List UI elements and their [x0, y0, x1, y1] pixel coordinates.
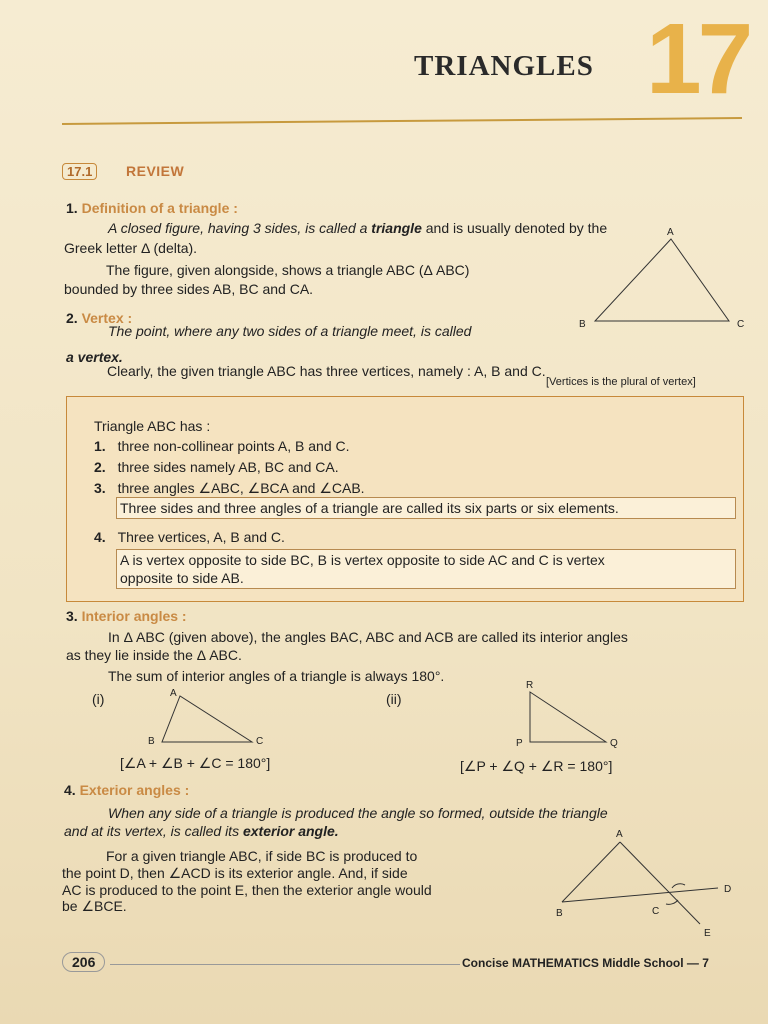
vertex-line-2: a vertex. [66, 349, 123, 365]
label-b: B [148, 736, 155, 747]
book-grade: — 7 [686, 956, 709, 970]
opposite-line-1: A is vertex opposite to side BC, B is vertex opposite to side AC and C is vertex [120, 552, 605, 568]
vertex-line-3: Clearly, the given triangle ABC has three vertices, namely : A, B and C. [107, 363, 546, 379]
item-text: three sides namely AB, BC and CA. [117, 459, 339, 475]
exterior-line-6: be ∠BCE. [62, 898, 127, 914]
label-c: C [256, 736, 264, 747]
opposite-vertex-note [116, 549, 736, 589]
definition-text: A closed figure, having 3 sides, is called a [108, 220, 368, 236]
interior-line-2: as they lie inside the Δ ABC. [66, 647, 242, 663]
opposite-line-2: opposite to side AB. [120, 570, 244, 586]
vertex-line-1: The point, where any two sides of a triangle meet, is called [108, 323, 472, 339]
item-number: 2. [94, 459, 106, 475]
triangle-abc-figure [575, 225, 755, 335]
box-item-2 [94, 458, 339, 476]
heading-text: Definition of a triangle : [81, 200, 238, 216]
item-number: 1. [66, 200, 78, 216]
six-parts-note: Three sides and three angles of a triangle are called its six parts or six elements. [116, 497, 736, 519]
item-number: 3. [94, 480, 106, 496]
label-r: R [526, 680, 534, 691]
interior-line-3: The sum of interior angles of a triangle is always 180°. [108, 668, 445, 684]
label-a: A [616, 829, 623, 840]
chapter-number: 17 [646, 3, 750, 115]
book-name: Concise MATHEMATICS Middle School [462, 956, 684, 970]
exterior-heading [64, 781, 189, 799]
triangle-fig-2 [510, 676, 640, 754]
exterior-line-3: For a given triangle ABC, if side BC is produced to [106, 848, 418, 864]
definition-end: and is usually denoted by the [425, 220, 608, 236]
vertex-note: [Vertices is the plural of vertex] [546, 376, 696, 388]
page-number: 206 [62, 952, 105, 972]
definition-line-4: bounded by three sides AB, BC and CA. [64, 281, 314, 297]
footer-rule [110, 964, 460, 965]
section-number: 17.1 [62, 163, 97, 180]
box-item-1 [94, 437, 350, 455]
interior-heading [66, 607, 187, 625]
chapter-title: TRIANGLES [414, 50, 594, 82]
figure-label-ii: (ii) [386, 691, 402, 707]
item-number: 4. [94, 529, 106, 545]
item-number: 3. [66, 608, 78, 624]
label-d: D [724, 884, 732, 895]
box-intro: Triangle ABC has : [94, 418, 211, 434]
exterior-bold: exterior angle. [242, 823, 339, 839]
box-item-4 [94, 528, 285, 546]
interior-line-1: In Δ ABC (given above), the angles BAC, ABC and ACB are called its interior angles [108, 629, 628, 645]
item-text: Three vertices, A, B and C. [117, 529, 285, 545]
label-p: P [516, 738, 523, 749]
heading-text: Vertex : [81, 310, 133, 326]
exterior-angle-figure [550, 828, 760, 940]
exterior-line-1: When any side of a triangle is produced the angle so formed, outside the triangle [108, 805, 608, 821]
label-c: C [652, 906, 660, 917]
definition-heading [66, 199, 238, 217]
item-text: three non-collinear points A, B and C. [117, 438, 350, 454]
heading-text: Exterior angles : [79, 782, 190, 798]
label-a: A [170, 688, 177, 699]
label-q: Q [610, 738, 618, 749]
item-number: 4. [64, 782, 76, 798]
definition-bold: triangle [371, 220, 422, 236]
label-b: B [556, 908, 563, 919]
header-rule [62, 117, 742, 125]
label-b: B [579, 319, 586, 330]
heading-text: Interior angles : [81, 608, 187, 624]
book-title [462, 956, 709, 970]
exterior-text: and at its vertex, is called its [64, 823, 240, 839]
definition-line-1 [108, 219, 607, 237]
exterior-line-4: the point D, then ∠ACD is its exterior angle. And, if side [62, 865, 408, 881]
label-a: A [667, 227, 674, 238]
box-item-3 [94, 479, 365, 497]
equation-ii: [∠P + ∠Q + ∠R = 180°] [460, 758, 613, 774]
exterior-line-5: AC is produced to the point E, then the exterior angle would [62, 882, 432, 898]
equation-i: [∠A + ∠B + ∠C = 180°] [120, 755, 271, 771]
triangle-fig-1 [146, 684, 276, 754]
definition-line-2: Greek letter Δ (delta). [64, 240, 198, 256]
item-number: 1. [94, 438, 106, 454]
figure-label-i: (i) [92, 691, 105, 707]
exterior-line-2 [64, 822, 339, 840]
label-e: E [704, 928, 711, 939]
definition-line-3: The figure, given alongside, shows a triangle ABC (Δ ABC) [106, 262, 470, 278]
section-title: REVIEW [126, 163, 185, 179]
label-c: C [737, 319, 745, 330]
item-number: 2. [66, 310, 78, 326]
item-text: three angles ∠ABC, ∠BCA and ∠CAB. [117, 480, 365, 496]
